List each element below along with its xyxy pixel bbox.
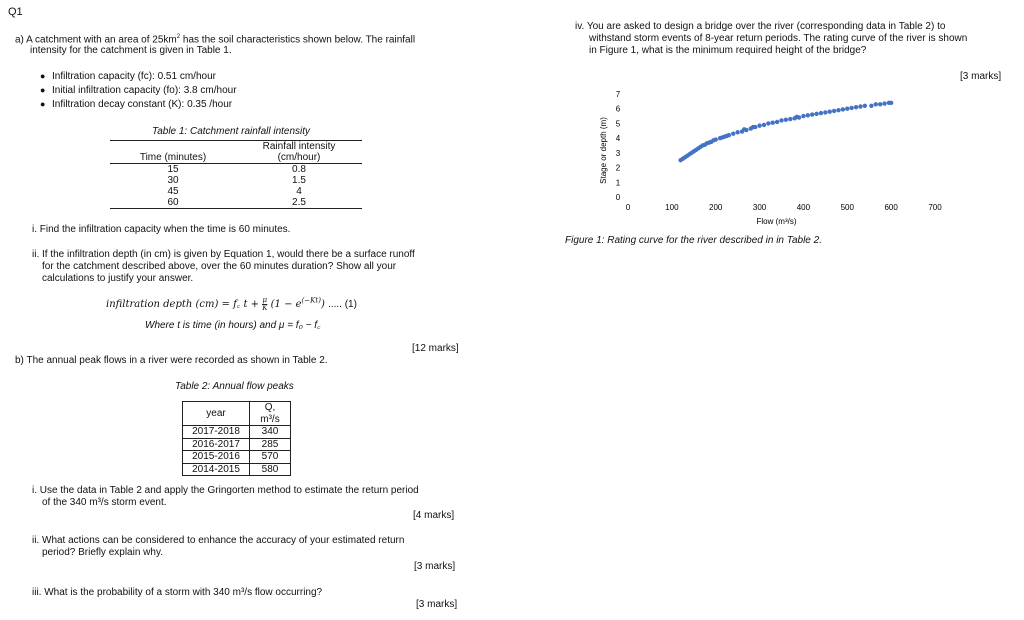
part-a-intro-text: has the soil characteristics shown below. The rainfall	[180, 34, 416, 46]
table-row	[183, 463, 291, 476]
data-point	[889, 101, 893, 105]
fraction-numerator: μ	[262, 296, 268, 304]
data-point	[869, 104, 873, 108]
bullet-icon: ●	[40, 99, 46, 109]
question-line: i. Use the data in Table 2 and apply the Gringorten method to estimate the return period	[32, 485, 419, 496]
y-tick-label: 6	[615, 104, 621, 114]
data-point	[845, 107, 849, 111]
table-cell: 2014-2015	[183, 463, 250, 476]
question-line: iv. You are asked to design a bridge over the river (corresponding data in Table 2) to	[575, 21, 946, 32]
data-point	[797, 115, 801, 119]
table-cell: 4	[296, 186, 302, 197]
table-header-cell: Time (minutes)	[110, 141, 236, 164]
equation-term: )	[320, 299, 325, 310]
table-header-row	[110, 141, 362, 164]
fraction-denominator: K	[262, 304, 268, 312]
part-b-iii-marks: [3 marks]	[416, 599, 458, 610]
bullet-item	[40, 85, 237, 96]
data-point	[823, 110, 827, 114]
table-row	[110, 175, 362, 186]
table-header-text: Rainfall intensity	[262, 141, 336, 152]
part-a-intro-text: a) A catchment with an area of 25km	[15, 34, 177, 46]
table-cell: 0.8	[292, 164, 306, 175]
table-cell: 60	[110, 197, 236, 209]
data-point	[882, 101, 886, 105]
x-tick-label: 700	[928, 203, 942, 212]
y-tick-label: 4	[615, 134, 621, 144]
data-point	[762, 123, 766, 127]
data-point	[731, 132, 735, 136]
part-b-ii-marks: [3 marks]	[414, 561, 456, 572]
x-tick-label: 600	[884, 203, 898, 212]
table-row	[183, 451, 291, 464]
rating-curve-chart	[595, 84, 955, 236]
question-line: calculations to justify your answer.	[42, 273, 194, 284]
bullet-text: Initial infiltration capacity (fo): 3.8 cm/hour	[52, 85, 237, 96]
table-cell: 580	[250, 463, 291, 476]
equation-number: ..... (1)	[328, 299, 357, 310]
table-header-row	[183, 402, 291, 426]
table-cell: 2015-2016	[183, 451, 250, 464]
data-point	[735, 130, 739, 134]
data-point	[836, 108, 840, 112]
x-tick-label: 500	[840, 203, 854, 212]
y-tick-label: 3	[615, 148, 621, 158]
data-point	[878, 102, 882, 106]
part-a-intro-line2: intensity for the catchment is given in Table 1.	[30, 45, 232, 57]
table-row	[110, 186, 362, 197]
figure-caption: Figure 1: Rating curve for the river described in in Table 2.	[565, 235, 822, 246]
bullet-item	[40, 99, 233, 110]
table-header-text: (cm/hour)	[277, 152, 321, 163]
question-number: Q1	[8, 6, 23, 18]
part-b-question-ii	[32, 535, 466, 559]
table-cell: 2.5	[236, 197, 362, 209]
y-tick-label: 7	[615, 90, 621, 99]
question-line: ii. If the infiltration depth (in cm) is given by Equation 1, would there be a surface runoff	[32, 249, 415, 260]
data-point	[810, 112, 814, 116]
data-point	[779, 118, 783, 122]
data-point	[849, 106, 853, 110]
table1-caption: Table 1: Catchment rainfall intensity	[152, 126, 311, 137]
data-point	[757, 123, 761, 127]
table-cell: 2017-2018	[183, 426, 250, 439]
table-header-cell: Q, m³/s	[250, 402, 291, 426]
y-tick-label: 5	[615, 119, 621, 129]
data-point	[771, 120, 775, 124]
part-b-question-iii: iii. What is the probability of a storm with 340 m³/s flow occurring?	[32, 587, 323, 598]
y-tick-label: 1	[615, 178, 621, 188]
table-cell: 340	[250, 426, 291, 439]
part-a-intro	[15, 34, 465, 56]
data-point	[727, 133, 731, 137]
data-point	[874, 102, 878, 106]
x-tick-label: 0	[625, 203, 631, 212]
bullet-text: Infiltration capacity (fc): 0.51 cm/hour	[52, 71, 216, 82]
question-line: in Figure 1, what is the minimum required height of the bridge?	[589, 45, 867, 56]
data-point	[744, 128, 748, 132]
equation-exponent: (−Kt)	[301, 296, 321, 305]
question-line: withstand storm events of 8-year return periods. The rating curve of the river is shown	[589, 33, 968, 44]
bullet-icon: ●	[40, 71, 46, 81]
data-point	[766, 121, 770, 125]
part-b-intro: b) The annual peak flows in a river were recorded as shown in Table 2.	[15, 355, 328, 366]
x-tick-label: 100	[665, 203, 679, 212]
superscript: 2	[176, 34, 181, 40]
y-tick-label: 2	[615, 163, 621, 173]
data-point	[788, 117, 792, 121]
data-point	[714, 137, 718, 141]
x-tick-label: 200	[709, 203, 723, 212]
part-a-marks: [12 marks]	[412, 343, 459, 354]
equation-term: (1 − e	[270, 299, 302, 310]
table-cell: 570	[250, 451, 291, 464]
equation-fraction	[262, 297, 267, 312]
data-point	[858, 104, 862, 108]
question-line: for the catchment described above, over the 60 minutes duration? Show all your	[42, 261, 397, 272]
bullet-item	[40, 71, 216, 82]
equation-where: Where t is time (in hours) and μ = f₀ − f꜀	[145, 320, 321, 331]
table-header-cell	[236, 141, 362, 164]
table-cell: 285	[250, 438, 291, 451]
table-header-cell: year	[183, 402, 250, 426]
data-point	[784, 118, 788, 122]
table-cell: 30	[167, 175, 179, 186]
table-cell: 45	[167, 186, 179, 197]
part-a-question-ii	[32, 249, 466, 285]
part-iv-marks: [3 marks]	[960, 71, 1002, 82]
table-cell: 15	[167, 164, 179, 175]
question-line: of the 340 m³/s storm event.	[42, 497, 167, 508]
part-iv-question	[575, 21, 1015, 57]
data-point	[832, 109, 836, 113]
table1	[110, 140, 362, 209]
table-row	[110, 197, 362, 209]
y-tick-label: 0	[615, 193, 621, 202]
table2	[182, 401, 291, 476]
table-cell: 1.5	[292, 175, 306, 186]
data-point	[841, 107, 845, 111]
data-point	[819, 111, 823, 115]
data-point	[801, 114, 805, 118]
question-line: period? Briefly explain why.	[42, 547, 163, 558]
x-axis-label: Flow (m³/s)	[756, 217, 797, 226]
data-point	[753, 125, 757, 129]
table-row	[183, 426, 291, 439]
equation-term: f꜀ t +	[233, 299, 263, 310]
data-point	[814, 112, 818, 116]
bullet-text: Infiltration decay constant (K): 0.35 /hour	[52, 99, 233, 110]
x-tick-label: 300	[752, 203, 767, 212]
data-point	[828, 109, 832, 113]
question-line: ii. What actions can be considered to enhance the accuracy of your estimated return	[32, 535, 405, 546]
data-point	[775, 120, 779, 124]
data-point	[854, 105, 858, 109]
bullet-icon: ●	[40, 85, 46, 95]
table2-caption: Table 2: Annual flow peaks	[175, 381, 294, 392]
equation-lhs: infiltration depth (cm) =	[106, 299, 234, 310]
table-row	[183, 438, 291, 451]
part-a-question-i: i. Find the infiltration capacity when the time is 60 minutes.	[32, 224, 291, 235]
table-row	[110, 164, 362, 176]
part-b-question-i	[32, 485, 466, 509]
part-b-i-marks: [4 marks]	[413, 510, 455, 521]
x-tick-label: 400	[796, 203, 811, 212]
table-cell: 2016-2017	[183, 438, 250, 451]
y-axis-label: Stage or depth (m)	[599, 117, 608, 184]
data-point	[863, 104, 867, 108]
data-point	[806, 113, 810, 117]
equation	[106, 296, 357, 312]
